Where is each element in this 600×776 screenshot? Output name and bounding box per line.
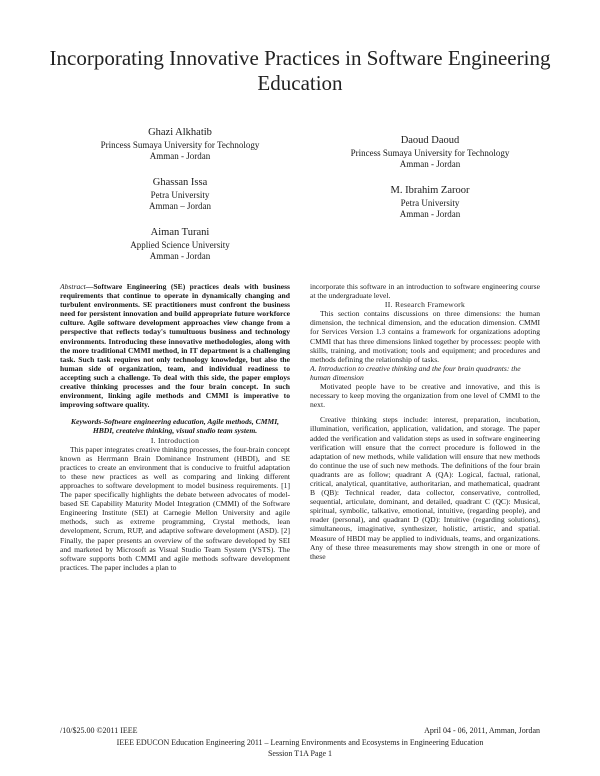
author-affiliation: Petra University [400,198,460,208]
keywords: Keywords-Software engineering education, Agile methods, CMMI, HBDI, createive thinking, visual studio team system. [70,417,280,436]
author-affiliation: Applied Science University [130,240,230,250]
author-location: Amman - Jordan [149,251,211,261]
right-column [310,282,540,561]
footer-conference-name: IEEE EDUCON Education Engineering 2011 – Learning Environments and Ecosystems in Engineering Education [116,738,484,747]
author-block [310,184,550,220]
author-affiliation: Petra University [150,190,210,200]
section-heading-research-framework: II. Research Framework [384,300,466,310]
author-affiliation: Princess Sumaya University for Technology [100,140,260,150]
author-block [310,134,550,170]
author-name: M. Ibrahim Zaroor [390,185,470,196]
intro-paragraph: This paper integrates creative thinking processes, the four-brain concept known as Herrmann Brain Dominance Instrument (HBDI), and SE practices to create an environment that is conducive to fruitful adaptation to these new practices as well as comparing and linking different approaches to software development to model business requirements. [1] The paper specifically highlights the debate between advocates of model-based SE Capability Maturity Model Integration (CMMI) of the Software Engineering Institute (SEI) at Carnegie Mellon University and agile methods, such as extreme programming, Crystal methods, lean development, Scrum, RUP, and adaptive software development (ASD). [2] Finally, the paper presents an overview of the software developed by SEI and marketed by Microsoft as Visual Studio Team System (VSTS). The software supports both CMMI and agile methods software development practices. The paper includes a plan to [60,444,290,572]
left-column [60,282,290,572]
author-name: Ghassan Issa [152,177,208,188]
creative-thinking-paragraph: Creative thinking steps include: interest, preparation, incubation, illumination, verification, application, validation, and storage. The paper added the verification and validation steps as used in software engineering verification will ensure that the correct procedure is followed in the adaptation of new methods, while validation will ensure that new methods do continue the use of such new methods. The definitions of the four brain quadrants are as follow; quadrant A (QA): Logical, factual, rational, critical, analytical, quantitative, authoritarian, and mathematical, quadrant B (QB): Technical reader, data collector, conservative, controlled, sequential, articulate, dominant, and detailed, quadrant C (QC): Musical, spiritual, symbolic, talkative, emotional, intuitive, (regarding people), and reader (personal), and quadrant D (QD): Intuitive (regarding solutions), simultaneous, imaginative, synthesizer, holistic, artistic, and spatial. Measure of HBDI may be applied to individuals, teams, and organizations. Any of these three measurements may show strength in one or more of these [310,415,540,561]
author-location: Amman – Jordan [149,201,211,211]
footer-session: Session T1A Page 1 [267,749,333,758]
motivation-paragraph: Motivated people have to be creative and innovative, and this is necessary to keep moving the organization from one level of CMMI to the next. [310,382,540,410]
author-block [60,226,300,262]
author-location: Amman - Jordan [399,209,461,219]
intro-continuation: incorporate this software in an introduction to software engineering course at the undergraduate level. [310,282,540,301]
abstract-lead: Abstract [60,282,86,291]
author-location: Amman - Jordan [149,151,211,161]
research-framework-paragraph: This section contains discussions on three dimensions: the human dimension, the technical dimension, and the education dimension. CMMI for Services Version 1.3 contains a framework for organizations adopting CMMI that has three dimensions linked together by processes: people with skills, training, and motivation; tools and equipment; and procedures and methods defining the relationship of tasks. [310,309,540,364]
abstract-dash: — [85,282,94,291]
author-name: Aiman Turani [150,227,210,238]
footer-copyright: /10/$25.00 ©2011 IEEE [60,726,138,735]
author-location: Amman - Jordan [399,159,461,169]
author-name: Ghazi Alkhatib [148,127,212,138]
abstract-text: Software Engineering (SE) practices deals with business requirements that continue to operate in dynamically changing and turbulent environments. SE practitioners must confront the business need for persistent innovation and build appropriate future workforce culture. Agile software development approaches view change from a perspective that reflects today's tumultuous business and technology environments. Introducing these innovative methodologies, along with the more traditional CMMI method, in IT department is a challenging task. Such task requires not only technology knowledge, but also the human side of organization, team, and individual readiness to accepting such a challenge. To deal with this side, the paper employs creative thinking processes and the four brain concept. In such environment, linking agile methods and CMMI is imperative to improving software quality. [60,282,290,410]
paper-title: Incorporating Innovative Practices in Software Engineering Education [49,46,551,95]
footer-conference-date: April 04 - 06, 2011, Amman, Jordan [424,726,540,735]
author-block [60,176,300,212]
author-block [60,126,300,162]
abstract [60,282,290,409]
section-heading-introduction: I. Introduction [150,435,200,445]
subsection-heading-a: A. Introduction to creative thinking and the four brain quadrants: the human dimension [310,363,521,382]
author-name: Daoud Daoud [400,135,460,146]
author-affiliation: Princess Sumaya University for Technology [350,148,510,158]
